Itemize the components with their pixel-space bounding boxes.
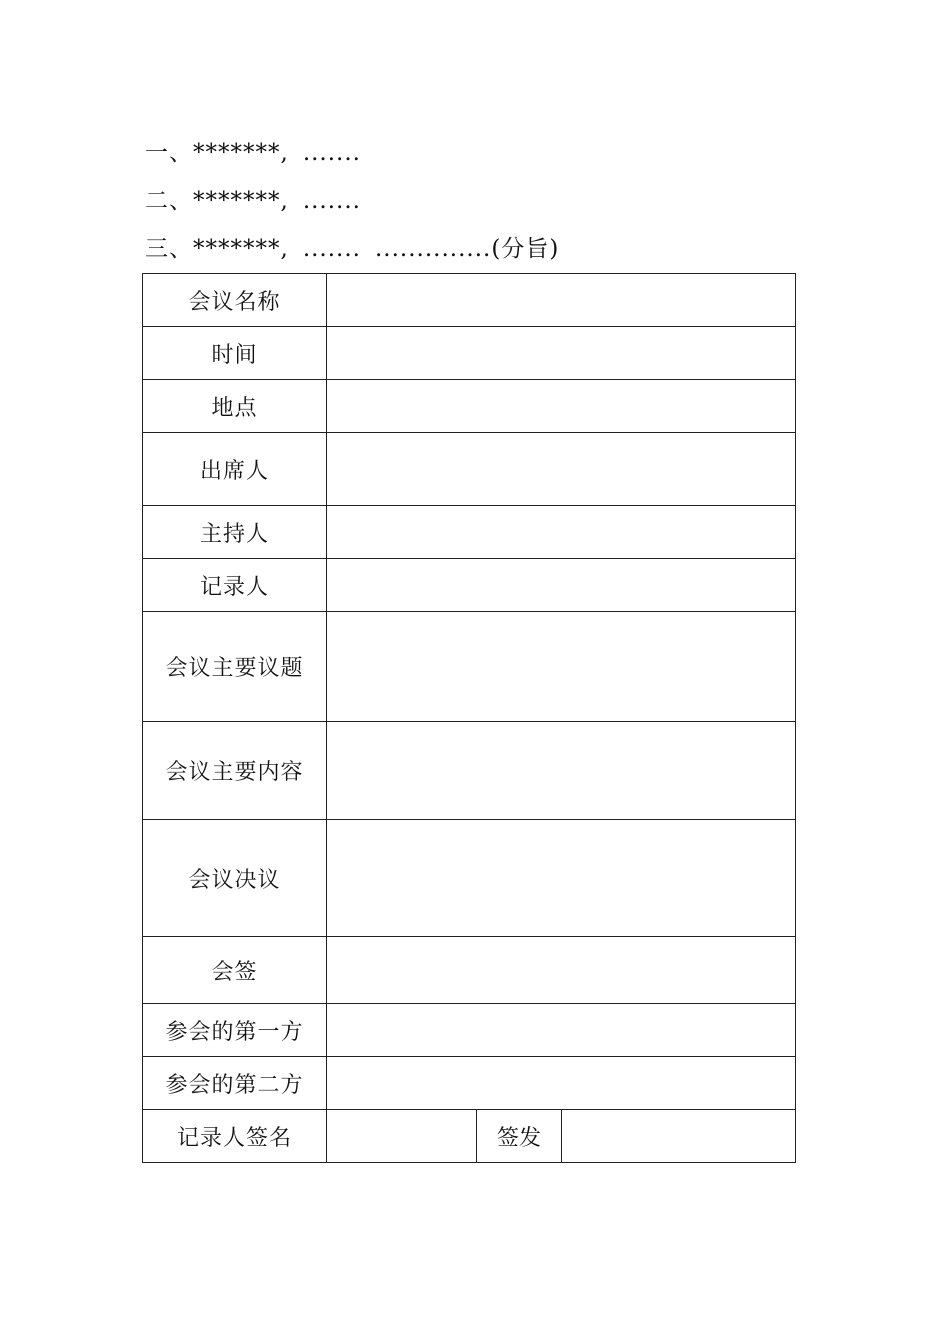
resolution-field[interactable] bbox=[327, 820, 796, 937]
heading-stars: *******, bbox=[193, 140, 289, 166]
recorder-signature-field[interactable] bbox=[327, 1110, 477, 1163]
time-label: 时间 bbox=[143, 327, 327, 380]
second-party-field[interactable] bbox=[327, 1057, 796, 1110]
location-field[interactable] bbox=[327, 380, 796, 433]
heading-stars: *******, bbox=[193, 188, 289, 214]
main-content-field[interactable] bbox=[327, 722, 796, 820]
location-label: 地点 bbox=[143, 380, 327, 433]
table-row bbox=[143, 433, 796, 506]
second-party-label: 参会的第二方 bbox=[143, 1057, 327, 1110]
heading-number: 三、 bbox=[145, 236, 193, 262]
main-content-label: 会议主要内容 bbox=[143, 722, 327, 820]
attendees-field[interactable] bbox=[327, 433, 796, 506]
table-row bbox=[143, 380, 796, 433]
heading-dots: ....... bbox=[302, 188, 361, 214]
meeting-name-label: 会议名称 bbox=[143, 274, 327, 327]
table-row bbox=[143, 722, 796, 820]
table-row bbox=[143, 559, 796, 612]
meeting-name-field[interactable] bbox=[327, 274, 796, 327]
heading-dots: ....... bbox=[302, 140, 361, 166]
table-row bbox=[143, 327, 796, 380]
first-party-label: 参会的第一方 bbox=[143, 1004, 327, 1057]
table-row bbox=[143, 1057, 796, 1110]
table-row bbox=[143, 274, 796, 327]
heading-stars: *******, bbox=[193, 236, 289, 262]
heading-line-2 bbox=[145, 181, 845, 229]
attendees-label: 出席人 bbox=[143, 433, 327, 506]
recorder-signature-label: 记录人签名 bbox=[143, 1110, 327, 1163]
recorder-label: 记录人 bbox=[143, 559, 327, 612]
countersign-label: 会签 bbox=[143, 937, 327, 1004]
main-topics-label: 会议主要议题 bbox=[143, 612, 327, 722]
heading-line-1 bbox=[145, 133, 845, 181]
heading-extra: ..............(分旨) bbox=[375, 236, 560, 262]
countersign-field[interactable] bbox=[327, 937, 796, 1004]
issue-label: 签发 bbox=[477, 1110, 562, 1163]
heading-number: 一、 bbox=[145, 140, 193, 166]
resolution-label: 会议决议 bbox=[143, 820, 327, 937]
table-row bbox=[143, 506, 796, 559]
table-row bbox=[143, 1110, 796, 1163]
heading-list bbox=[145, 133, 845, 277]
heading-number: 二、 bbox=[145, 188, 193, 214]
heading-line-3 bbox=[145, 229, 845, 277]
table-row bbox=[143, 612, 796, 722]
main-topics-field[interactable] bbox=[327, 612, 796, 722]
host-label: 主持人 bbox=[143, 506, 327, 559]
table-row bbox=[143, 937, 796, 1004]
host-field[interactable] bbox=[327, 506, 796, 559]
recorder-field[interactable] bbox=[327, 559, 796, 612]
table-row bbox=[143, 820, 796, 937]
first-party-field[interactable] bbox=[327, 1004, 796, 1057]
meeting-record-table bbox=[142, 273, 796, 1163]
table-row bbox=[143, 1004, 796, 1057]
heading-dots: ....... bbox=[302, 236, 361, 262]
time-field[interactable] bbox=[327, 327, 796, 380]
issue-field[interactable] bbox=[562, 1110, 796, 1163]
